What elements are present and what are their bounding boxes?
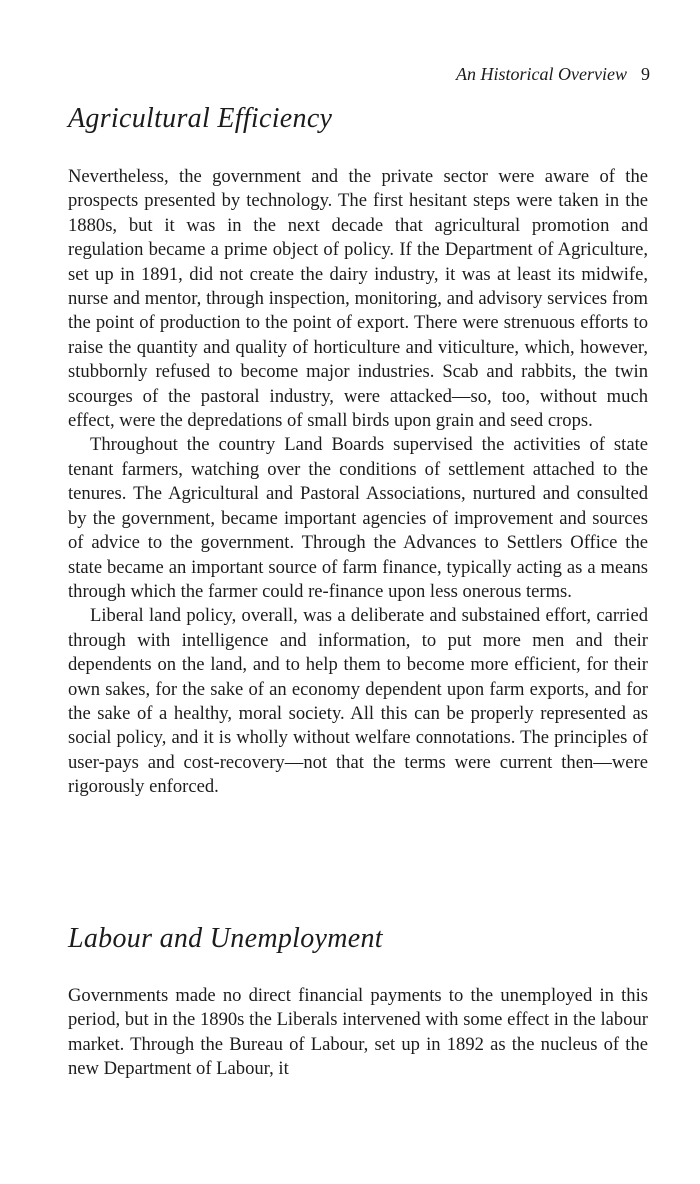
paragraph: Throughout the country Land Boards supervised the activities of state tenant farmers, watching over the conditions of settlement attached to the tenures. The Agricultural and Pastoral Associations, nurtured and consulted by the government, became important agencies of improvement and sources of advice to the government. Through the Advances to Settlers Office the state became an important source of farm finance, typically acting as a means through which the farmer could re-finance upon less onerous terms.: [68, 434, 648, 602]
running-head-title: An Historical Overview: [456, 64, 627, 84]
section-heading-labour-and-unemployment: Labour and Unemployment: [68, 923, 383, 954]
paragraph: Governments made no direct financial payments to the unemployed in this period, but in the 1890s the Liberals intervened with some effect in the labour market. Through the Bureau of Labour, set up in 1892 as the nucleus of the new Department of Labour, it: [68, 985, 648, 1080]
running-head: [456, 62, 650, 86]
section-body-labour-and-unemployment: [68, 984, 648, 1082]
section-body-agricultural-efficiency: [68, 165, 648, 800]
section-heading-agricultural-efficiency: Agricultural Efficiency: [68, 103, 333, 134]
page-number: 9: [641, 64, 650, 84]
paragraph: Nevertheless, the government and the private sector were aware of the prospects presented by technology. The first hesitant steps were taken in the 1880s, but it was in the next decade that agricultural promotion and regulation became a prime object of policy. If the Department of Agriculture, set up in 1891, did not create the dairy industry, it was at least its midwife, nurse and mentor, through inspection, monitoring, and advisory services from the point of production to the point of export. There were strenuous efforts to raise the quantity and quality of horticulture and viticulture, which, however, stubbornly refused to become major industries. Scab and rabbits, the twin scourges of the pastoral industry, were attacked—so, too, without much effect, were the depredations of small birds upon grain and seed crops.: [68, 166, 648, 432]
paragraph: Liberal land policy, overall, was a deliberate and substained effort, carried through with intelligence and information, to put more men and their dependents on the land, and to help them to become more efficient, for their own sakes, for the sake of an economy dependent upon farm exports, and for the sake of a healthy, moral society. All this can be properly represented as social policy, and it is wholly without welfare connotations. The principles of user-pays and cost-recovery—not that the terms were current then—were rigorously enforced.: [68, 605, 648, 798]
